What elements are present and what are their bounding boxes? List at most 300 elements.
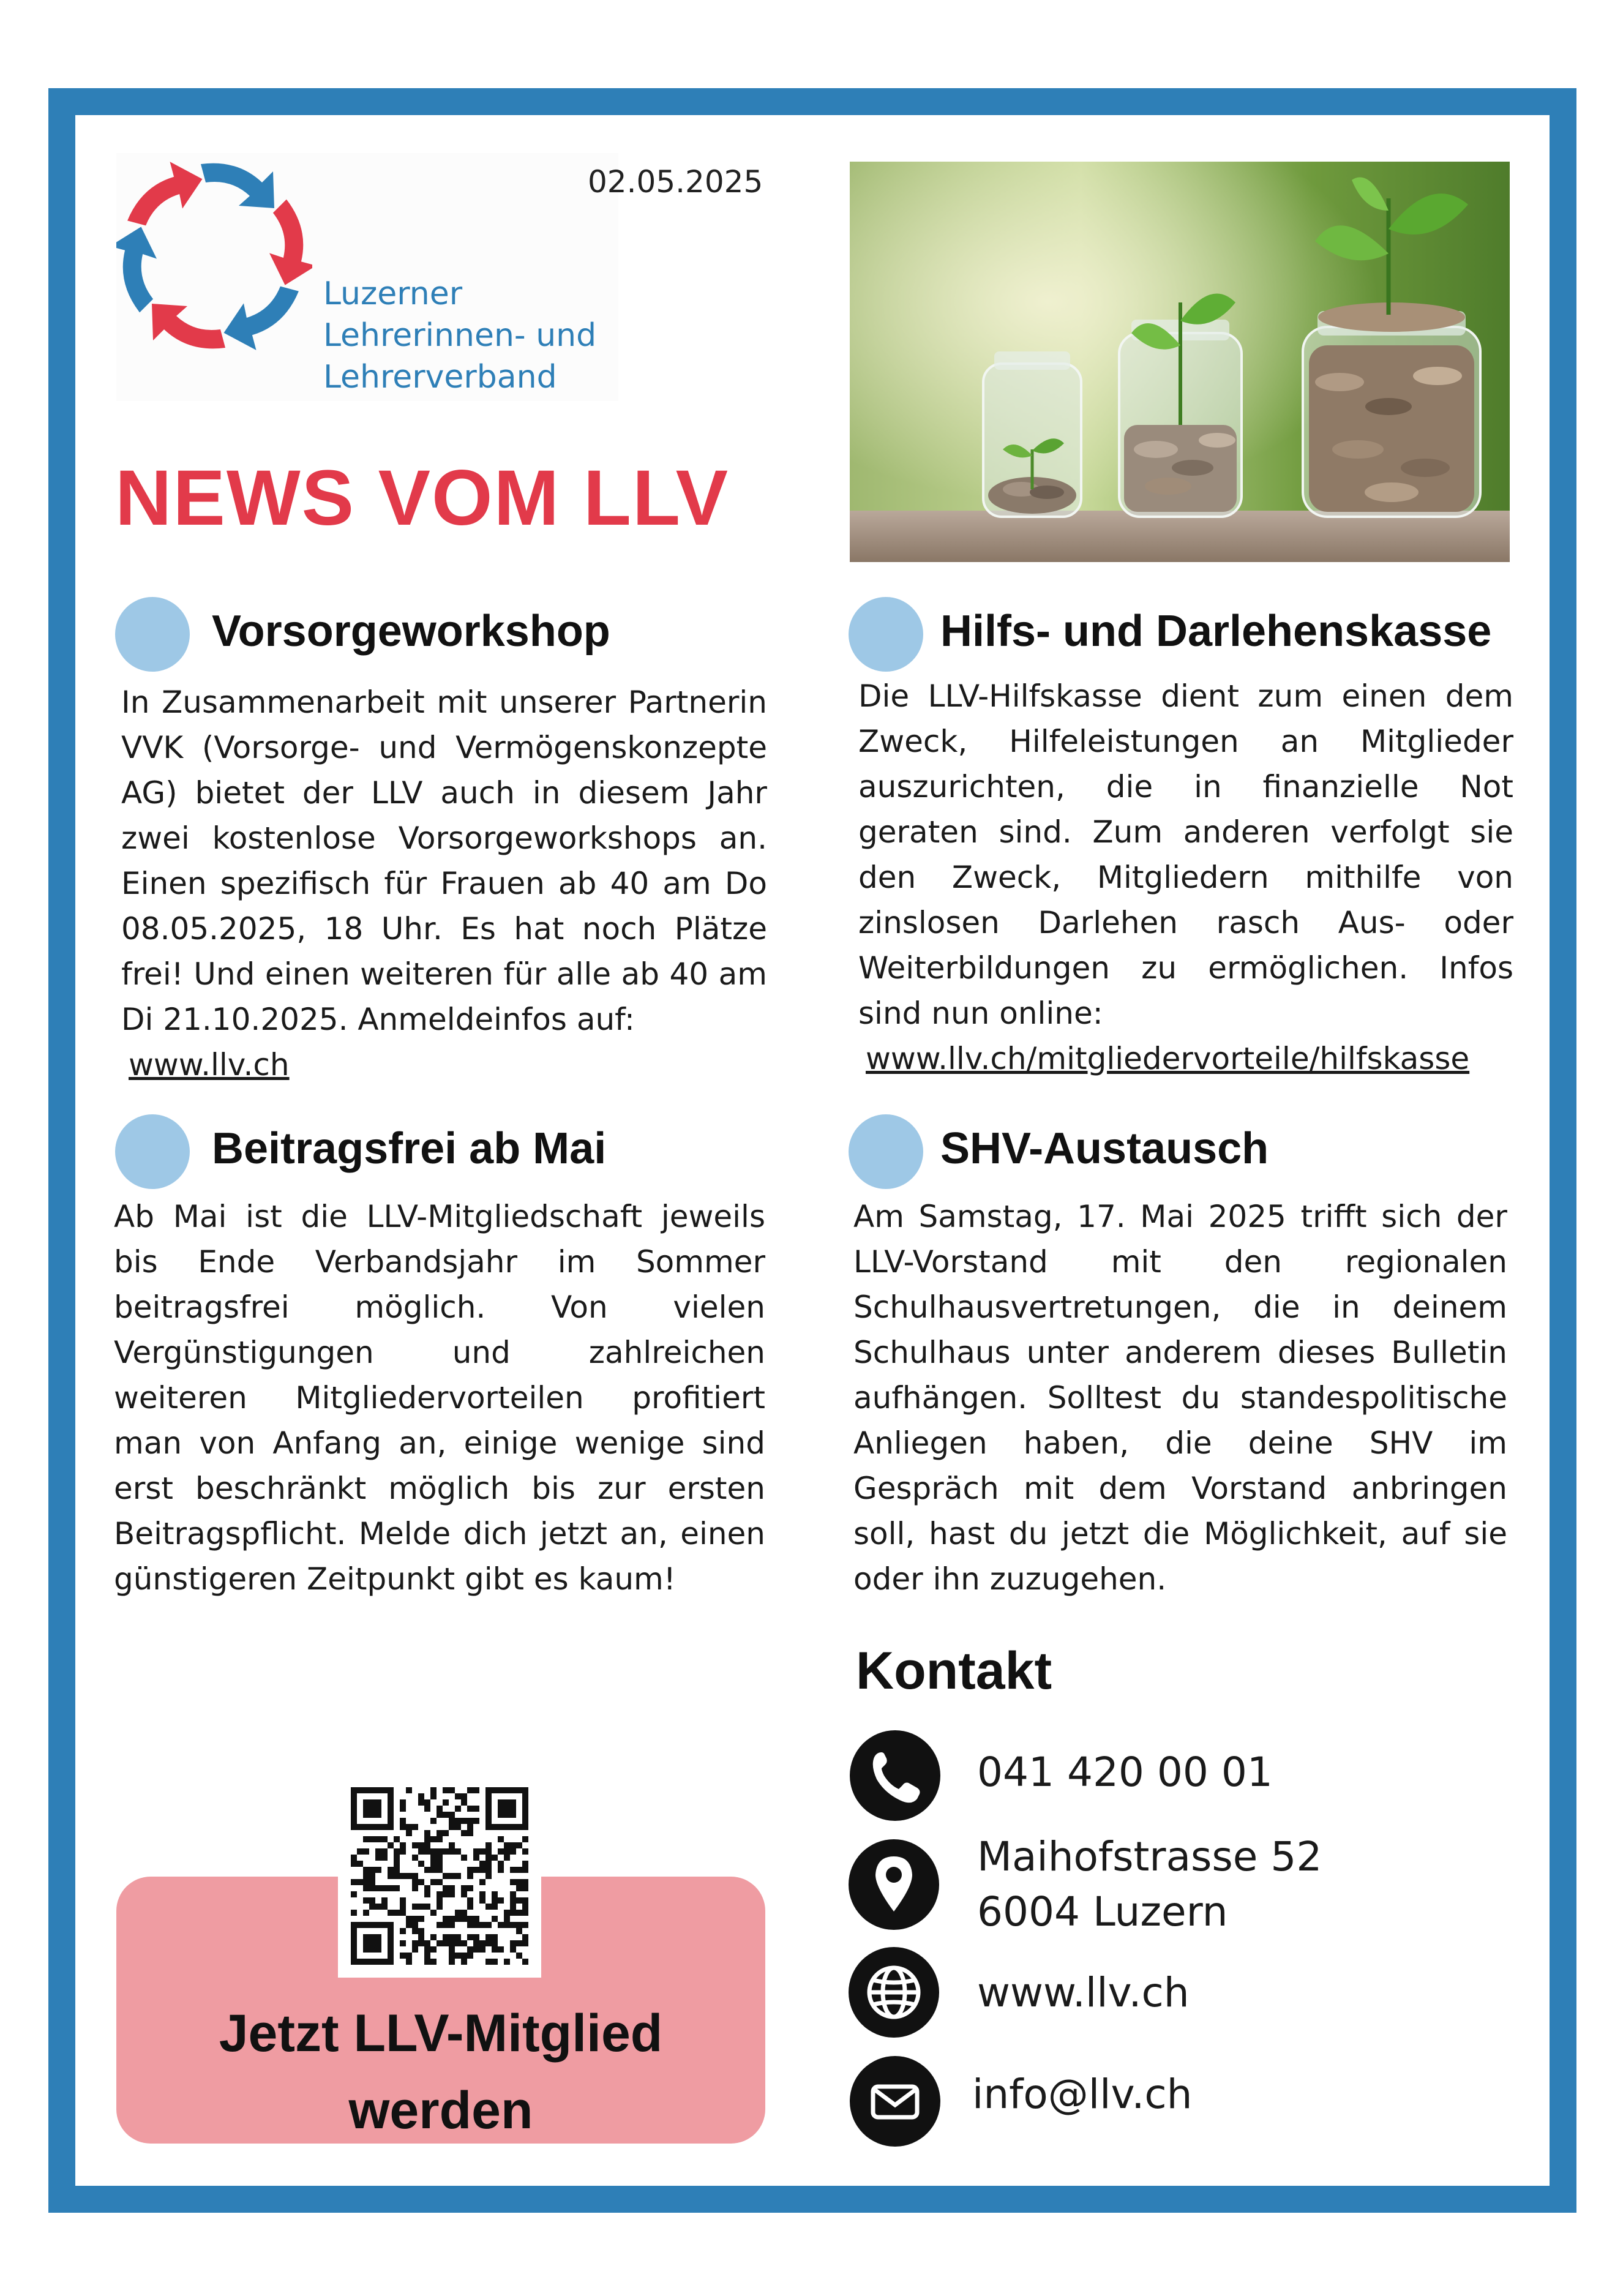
qr-module: [430, 1867, 437, 1873]
qr-module: [449, 1934, 455, 1940]
qr-module: [412, 1855, 418, 1861]
qr-module: [424, 1836, 430, 1842]
qr-module: [504, 1842, 510, 1848]
qr-module: [418, 1904, 424, 1910]
text-line: AG) bietet der LLV auch in diesem Jahr: [121, 775, 767, 811]
qr-module: [412, 1928, 418, 1934]
qr-module: [394, 1885, 400, 1891]
qr-module: [381, 1855, 388, 1861]
qr-module: [455, 1934, 461, 1940]
qr-module: [479, 1848, 485, 1855]
qr-module: [473, 1855, 479, 1861]
qr-module: [510, 1848, 516, 1855]
qr-module: [388, 1873, 394, 1879]
qr-module: [388, 1867, 394, 1873]
qr-module: [449, 1787, 455, 1793]
qr-module: [467, 1934, 473, 1940]
qr-module: [455, 1940, 461, 1946]
text-line: Am Samstag, 17. Mai 2025 trifft sich der: [853, 1199, 1507, 1234]
qr-module: [375, 1855, 381, 1861]
qr-module: [388, 1842, 394, 1848]
qr-module: [455, 1916, 461, 1922]
qr-module: [461, 1793, 467, 1799]
qr-module: [412, 1879, 418, 1885]
text-line: Ab Mai ist die LLV-Mitgliedschaft jeweils: [114, 1199, 765, 1234]
qr-module: [467, 1885, 473, 1891]
contact-phone[interactable]: 041 420 00 01: [977, 1749, 1273, 1796]
qr-module: [400, 1873, 406, 1879]
text-line: Di 21.10.2025. Anmeldeinfos auf:: [121, 1002, 635, 1037]
qr-module: [510, 1940, 516, 1946]
qr-module: [443, 1799, 449, 1806]
qr-module: [492, 1904, 498, 1910]
qr-module: [369, 1897, 375, 1904]
text-line: Anliegen haben, die deine SHV im: [853, 1425, 1507, 1461]
qr-module: [473, 1867, 479, 1873]
text-line: bis Ende Verbandsjahr im Sommer: [114, 1244, 765, 1280]
qr-module: [467, 1824, 473, 1830]
qr-module: [473, 1916, 479, 1922]
qr-module: [492, 1959, 498, 1965]
vorsorge-link[interactable]: www.llv.ch: [129, 1047, 290, 1082]
qr-module: [467, 1830, 473, 1836]
coin-jars-photo: [850, 162, 1510, 562]
qr-module: [375, 1848, 381, 1855]
qr-module: [443, 1940, 449, 1946]
qr-module: [449, 1946, 455, 1953]
qr-module: [461, 1885, 467, 1891]
section-bullet-dot: [115, 597, 190, 672]
qr-module: [400, 1953, 406, 1959]
qr-module: [418, 1842, 424, 1848]
qr-module: [461, 1916, 467, 1922]
qr-module: [449, 1812, 455, 1818]
section-bullet-dot: [849, 597, 923, 672]
qr-module: [400, 1904, 406, 1910]
qr-module: [400, 1818, 406, 1824]
qr-module: [430, 1787, 437, 1793]
text-line: Schulhaus unter anderem dieses Bulletin: [853, 1335, 1507, 1370]
qr-finder: [363, 1799, 381, 1818]
qr-module: [516, 1940, 522, 1946]
qr-module: [412, 1922, 418, 1928]
qr-module: [400, 1910, 406, 1916]
qr-module: [504, 1910, 510, 1916]
qr-module: [424, 1830, 430, 1836]
phone-icon: [850, 1730, 940, 1821]
qr-module: [498, 1922, 504, 1928]
qr-module: [455, 1910, 461, 1916]
qr-module: [516, 1867, 522, 1873]
qr-module: [473, 1787, 479, 1793]
qr-module: [498, 1836, 504, 1842]
text-line: beitragsfrei möglich. Von vielen: [114, 1289, 765, 1325]
qr-module: [430, 1855, 437, 1861]
qr-module: [406, 1873, 412, 1879]
qr-module: [437, 1848, 443, 1855]
qr-module: [424, 1806, 430, 1812]
qr-module: [424, 1959, 430, 1965]
qr-module: [400, 1940, 406, 1946]
org-name-line: Lehrerinnen- und: [323, 317, 597, 354]
qr-module: [418, 1793, 424, 1799]
text-line: Weiterbildungen zu ermöglichen. Infos: [858, 950, 1513, 986]
qr-module: [412, 1885, 418, 1891]
section-bullet-dot: [849, 1114, 923, 1189]
qr-module: [510, 1842, 516, 1848]
qr-module: [437, 1855, 443, 1861]
text-line: den Zweck, Mitgliedern mithilfe von: [858, 860, 1513, 895]
join-cta-text[interactable]: [116, 1995, 765, 2149]
text-line: sind nun online:: [858, 996, 1103, 1031]
qr-module: [363, 1873, 369, 1879]
qr-module: [461, 1959, 467, 1965]
qr-module: [400, 1897, 406, 1904]
qr-module: [455, 1873, 461, 1879]
qr-module: [461, 1830, 467, 1836]
text-line: Gespräch mit dem Vorstand anbringen: [853, 1471, 1507, 1506]
qr-module: [400, 1799, 406, 1806]
qr-module: [492, 1897, 498, 1904]
qr-module: [467, 1806, 473, 1812]
qr-module: [437, 1922, 443, 1928]
qr-module: [498, 1867, 504, 1873]
qr-module: [357, 1848, 363, 1855]
hilfskasse-link[interactable]: www.llv.ch/mitgliedervorteile/hilfskasse: [866, 1041, 1470, 1076]
qr-module: [357, 1861, 363, 1867]
contact-web[interactable]: www.llv.ch: [977, 1969, 1190, 2016]
section-title-beitragsfrei: Beitragsfrei ab Mai: [212, 1124, 607, 1173]
location-pin-icon: [849, 1839, 939, 1930]
qr-module: [492, 1934, 498, 1940]
qr-module: [504, 1848, 510, 1855]
qr-module: [479, 1897, 485, 1904]
qr-module: [437, 1879, 443, 1885]
contact-heading: Kontakt: [856, 1641, 1052, 1700]
qr-module: [467, 1873, 473, 1879]
qr-module: [485, 1940, 492, 1946]
text-line: frei! Und einen weiteren für alle ab 40 am: [121, 956, 767, 992]
text-line: Vergünstigungen und zahlreichen: [114, 1335, 765, 1370]
qr-module: [351, 1861, 357, 1867]
qr-module: [381, 1836, 388, 1842]
cta-line: Jetzt LLV-Mitglied: [219, 2004, 663, 2063]
text-line: Schulhausvertretungen, die in deinem: [853, 1289, 1507, 1325]
qr-module: [394, 1836, 400, 1842]
qr-module: [473, 1848, 479, 1855]
issue-date: 02.05.2025: [588, 164, 763, 200]
qr-module: [437, 1830, 443, 1836]
qr-module: [406, 1959, 412, 1965]
qr-module: [412, 1946, 418, 1953]
qr-module: [418, 1879, 424, 1885]
cta-line: werden: [348, 2081, 533, 2140]
qr-module: [461, 1910, 467, 1916]
qr-module: [443, 1916, 449, 1922]
mail-icon: [850, 2056, 940, 2147]
jar-medium: [1119, 293, 1242, 517]
qr-module: [473, 1818, 479, 1824]
qr-module: [418, 1934, 424, 1940]
qr-code[interactable]: [338, 1774, 541, 1978]
address-street: Maihofstrasse 52: [977, 1833, 1322, 1880]
qr-module: [430, 1818, 437, 1824]
qr-module: [375, 1885, 381, 1891]
text-line: auszurichten, die in finanzielle Not: [858, 769, 1513, 805]
qr-module: [461, 1818, 467, 1824]
qr-finder: [498, 1799, 516, 1818]
qr-module: [510, 1904, 516, 1910]
qr-module: [479, 1946, 485, 1953]
qr-module: [492, 1946, 498, 1953]
qr-module: [449, 1885, 455, 1891]
qr-module: [467, 1922, 473, 1928]
qr-module: [437, 1867, 443, 1873]
qr-module: [522, 1885, 528, 1891]
qr-module: [485, 1855, 492, 1861]
qr-module: [363, 1885, 369, 1891]
qr-module: [467, 1818, 473, 1824]
qr-module: [369, 1904, 375, 1910]
text-line: In Zusammenarbeit mit unserer Partnerin: [121, 685, 767, 720]
qr-module: [510, 1910, 516, 1916]
qr-module: [363, 1897, 369, 1904]
qr-module: [455, 1793, 461, 1799]
qr-module: [455, 1824, 461, 1830]
qr-module: [504, 1959, 510, 1965]
text-line: Beitragspflicht. Melde dich jetzt an, einen: [114, 1516, 765, 1551]
section-title-shv: SHV-Austausch: [940, 1124, 1269, 1173]
contact-email[interactable]: info@llv.ch: [972, 2071, 1193, 2118]
qr-module: [424, 1953, 430, 1959]
qr-module: [412, 1904, 418, 1910]
org-name: [323, 273, 596, 398]
qr-module: [510, 1897, 516, 1904]
qr-module: [461, 1891, 467, 1897]
qr-module: [394, 1873, 400, 1879]
qr-module: [516, 1953, 522, 1959]
qr-module: [412, 1916, 418, 1922]
qr-module: [485, 1861, 492, 1867]
qr-module: [430, 1861, 437, 1867]
qr-module: [363, 1879, 369, 1885]
qr-module: [485, 1934, 492, 1940]
qr-module: [504, 1916, 510, 1922]
text-line: günstigeren Zeitpunkt gibt es kaum!: [114, 1561, 676, 1597]
qr-module: [430, 1946, 437, 1953]
qr-module: [498, 1848, 504, 1855]
qr-module: [449, 1959, 455, 1965]
qr-module: [443, 1787, 449, 1793]
qr-module: [461, 1855, 467, 1861]
qr-module: [388, 1885, 394, 1891]
qr-module: [522, 1922, 528, 1928]
qr-module: [522, 1897, 528, 1904]
qr-module: [492, 1940, 498, 1946]
qr-module: [473, 1806, 479, 1812]
qr-module: [351, 1910, 357, 1916]
qr-module: [424, 1799, 430, 1806]
qr-module: [394, 1855, 400, 1861]
qr-module: [516, 1879, 522, 1885]
qr-module: [437, 1806, 443, 1812]
text-line: man von Anfang an, einige wenige sind: [114, 1425, 765, 1461]
qr-module: [424, 1842, 430, 1848]
section-bullet-dot: [115, 1114, 190, 1189]
page-headline: NEWS VOM LLV: [115, 454, 729, 542]
qr-module: [479, 1891, 485, 1897]
qr-module: [504, 1855, 510, 1861]
qr-module: [479, 1867, 485, 1873]
qr-module: [406, 1922, 412, 1928]
qr-module: [406, 1830, 412, 1836]
logo-arrow-blue: [201, 163, 274, 208]
qr-module: [375, 1904, 381, 1910]
qr-module: [375, 1836, 381, 1842]
qr-module: [492, 1916, 498, 1922]
qr-module: [363, 1910, 369, 1916]
qr-module: [381, 1904, 388, 1910]
text-line: VVK (Vorsorge- und Vermögenskonzepte: [121, 730, 767, 765]
qr-module: [443, 1848, 449, 1855]
qr-module: [418, 1928, 424, 1934]
section-body-beitragsfrei: [114, 1194, 765, 1602]
qr-module: [375, 1867, 381, 1873]
qr-finder: [363, 1934, 381, 1953]
qr-module: [473, 1934, 479, 1940]
qr-module: [522, 1879, 528, 1885]
qr-module: [449, 1818, 455, 1824]
text-line: geraten sind. Zum anderen verfolgt sie: [858, 814, 1513, 850]
qr-module: [479, 1940, 485, 1946]
qr-module: [388, 1910, 394, 1916]
qr-module: [400, 1842, 406, 1848]
qr-module: [424, 1940, 430, 1946]
qr-module: [449, 1940, 455, 1946]
qr-module: [430, 1959, 437, 1965]
qr-module: [363, 1867, 369, 1873]
qr-module: [467, 1946, 473, 1953]
qr-module: [522, 1959, 528, 1965]
qr-module: [430, 1836, 437, 1842]
section-title-hilfskasse: Hilfs- und Darlehenskasse: [940, 607, 1492, 656]
qr-module: [437, 1904, 443, 1910]
qr-module: [394, 1848, 400, 1855]
qr-module: [449, 1873, 455, 1879]
qr-module: [516, 1885, 522, 1891]
qr-module: [485, 1922, 492, 1928]
qr-module: [498, 1946, 504, 1953]
qr-module: [443, 1873, 449, 1879]
llv-logo: [116, 153, 618, 401]
qr-module: [430, 1910, 437, 1916]
qr-module: [412, 1940, 418, 1946]
qr-module: [516, 1922, 522, 1928]
qr-module: [369, 1836, 375, 1842]
org-name-line: Lehrerverband: [323, 359, 557, 396]
qr-module: [412, 1824, 418, 1830]
qr-module: [437, 1940, 443, 1946]
qr-module: [406, 1953, 412, 1959]
qr-module: [498, 1861, 504, 1867]
qr-module: [449, 1848, 455, 1855]
qr-module: [369, 1879, 375, 1885]
section-title-vorsorge: Vorsorgeworkshop: [212, 607, 610, 656]
qr-module: [363, 1836, 369, 1842]
text-line: Zweck, Hilfeleistungen an Mitglieder: [858, 724, 1513, 759]
qr-module: [424, 1867, 430, 1873]
text-line: soll, hast du jetzt die Möglichkeit, auf sie: [853, 1516, 1507, 1551]
llv-logo-mark: [116, 153, 312, 355]
qr-module: [485, 1867, 492, 1873]
qr-module: [430, 1879, 437, 1885]
qr-module: [449, 1953, 455, 1959]
section-body-vorsorge: [121, 680, 767, 1042]
qr-module: [467, 1867, 473, 1873]
qr-module: [510, 1922, 516, 1928]
address-city: 6004 Luzern: [977, 1888, 1228, 1935]
qr-module: [412, 1842, 418, 1848]
qr-module: [437, 1861, 443, 1867]
qr-module: [510, 1879, 516, 1885]
qr-module: [381, 1897, 388, 1904]
qr-module: [424, 1848, 430, 1855]
globe-icon: [849, 1947, 939, 2038]
section-body-hilfskasse: [858, 673, 1513, 1036]
qr-module: [492, 1855, 498, 1861]
qr-module: [424, 1946, 430, 1953]
qr-module: [455, 1848, 461, 1855]
text-line: zinslosen Darlehen rasch Aus- oder: [858, 905, 1513, 940]
qr-module: [479, 1879, 485, 1885]
qr-module: [437, 1812, 443, 1818]
qr-module: [485, 1959, 492, 1965]
qr-module: [467, 1897, 473, 1904]
text-line: oder ihn zuzugehen.: [853, 1561, 1167, 1597]
qr-module: [369, 1873, 375, 1879]
qr-module: [400, 1806, 406, 1812]
text-line: aufhängen. Solltest du standespolitische: [853, 1380, 1507, 1416]
qr-module: [406, 1916, 412, 1922]
qr-module: [510, 1891, 516, 1897]
qr-module: [430, 1934, 437, 1940]
qr-module: [400, 1824, 406, 1830]
qr-module: [455, 1953, 461, 1959]
qr-module: [443, 1922, 449, 1928]
qr-module: [394, 1910, 400, 1916]
text-line: 08.05.2025, 18 Uhr. Es hat noch Plätze: [121, 911, 767, 947]
qr-module: [498, 1897, 504, 1904]
qr-module: [510, 1867, 516, 1873]
contact-address: [977, 1829, 1322, 1940]
qr-module: [522, 1940, 528, 1946]
qr-module: [449, 1916, 455, 1922]
qr-module: [412, 1873, 418, 1879]
qr-module: [473, 1940, 479, 1946]
qr-module: [461, 1940, 467, 1946]
qr-module: [363, 1848, 369, 1855]
qr-module: [492, 1891, 498, 1897]
text-line: weiteren Mitgliedervorteilen profitiert: [114, 1380, 765, 1416]
qr-module: [406, 1824, 412, 1830]
qr-module: [522, 1867, 528, 1873]
qr-module: [522, 1934, 528, 1940]
qr-module: [455, 1818, 461, 1824]
qr-module: [522, 1861, 528, 1867]
qr-module: [485, 1904, 492, 1910]
org-name-line: Luzerner: [323, 276, 463, 312]
qr-module: [357, 1879, 363, 1885]
